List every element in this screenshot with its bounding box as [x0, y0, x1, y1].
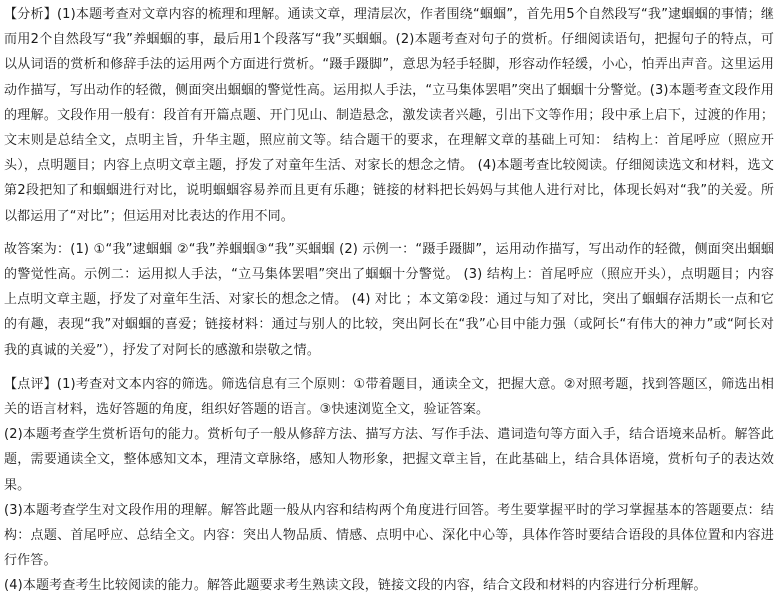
- analysis-text: 【分析】(1)本题考查对文章内容的梳理和理解。通读文章，理清层次，作者围绕“蝈蝈”，首先用5个自然段写“我”逮蝈蝈的事情；继而用2个自然段写“我”养蝈蝈的事，最后用1个段落写“我”买蝈蝈。(2)本题考查对句子的赏析。仔细阅读语句，把握句子的特点，可以从词语的赏析和修辞手法的运用两个方面进行赏析。“蹑手蹑脚”，意思为轻手轻脚，形容动作轻缓，小心，怕弄出声音。这里运用动作描写，写出动作的轻微，侧面突出蝈蝈的警觉性高。运用拟人手法，“立马集体罢唱”突出了蝈蝈十分警觉。(3)本题考查文段作用的理解。文段作用一般有：段首有开篇点题、开门见山、制造悬念，激发读者兴趣，引出下文等作用；段中承上启下，过渡的作用；文末则是总结全文，点明主旨，升华主题，照应前文等。结合题干的要求，在理解文章的基础上可知： 结构上：首尾呼应（照应开头），点明题目；内容上点明文章主题，抒发了对童年生活、对家长的想念之情。 (4)本题考查比较阅读。仔细阅读选文和材料，选文第2段把知了和蝈蝈进行对比，说明蝈蝈容易养而且更有乐趣；链接的材料把长妈妈与其他人进行对比，体现长妈对“我”的关爱。所以都运用了“对比”；但运用对比表达的作用不同。: [4, 7, 774, 224]
- comment-paragraph-3: (3)本题考查学生对文段作用的理解。解答此题一般从内容和结构两个角度进行回答。考生要掌握平时的学习掌握基本的答题要点：结构：点题、首尾呼应、总结全文。内容：突出人物品质、情感、点明中心、深化中心等，具体作答时要结合语段的具体位置和内容进行作答。: [4, 502, 774, 569]
- comment-section: [4, 372, 774, 599]
- answer-text: 故答案为：(1) ①“我”逮蝈蝈 ②“我”养蝈蝈③“我”买蝈蝈 (2) 示例一：“蹑手蹑脚”，运用动作描写，写出动作的轻微，侧面突出蝈蝈的警觉性高。示例二：运用拟人手法，“立马集体罢唱”突出了蝈蝈十分警觉。 (3) 结构上：首尾呼应（照应开头），点明题目；内容上点明文章主题，抒发了对童年生活、对家长的想念之情。 (4) 对比 ；本文第②段：通过与知了对比，突出了蝈蝈存活期长一点和它的有趣，表现“我”对蝈蝈的喜爱；链接材料：通过与别人的比较，突出阿长在“我”心目中能力强（或阿长“有伟大的神力”或“阿长对我的真诚的关爱”），抒发了对阿长的感激和崇敬之情。: [4, 241, 774, 358]
- comment-paragraph-1: 【点评】(1)考查对文本内容的筛选。筛选信息有三个原则：①带着题目，通读全文，把握大意。②对照考题，找到答题区，筛选出相关的语言材料，选好答题的角度，组织好答题的语言。③快速浏览全文，验证答案。: [4, 376, 774, 418]
- analysis-section: [4, 2, 774, 229]
- answer-section: [4, 237, 774, 363]
- comment-paragraph-4: (4)本题考查考生比较阅读的能力。解答此题要求考生熟读文段，链接文段的内容，结合文段和材料的内容进行分析理解。: [4, 578, 707, 594]
- comment-paragraph-2: (2)本题考查学生赏析语句的能力。赏析句子一般从修辞方法、描写方法、写作手法、遣词造句等方面入手，结合语境来品析。解答此题，需要通读全文，整体感知文本，理清文章脉络，感知人物形象，把握文章主旨，在此基础上，结合具体语境，赏析句子的表达效果。: [4, 427, 774, 493]
